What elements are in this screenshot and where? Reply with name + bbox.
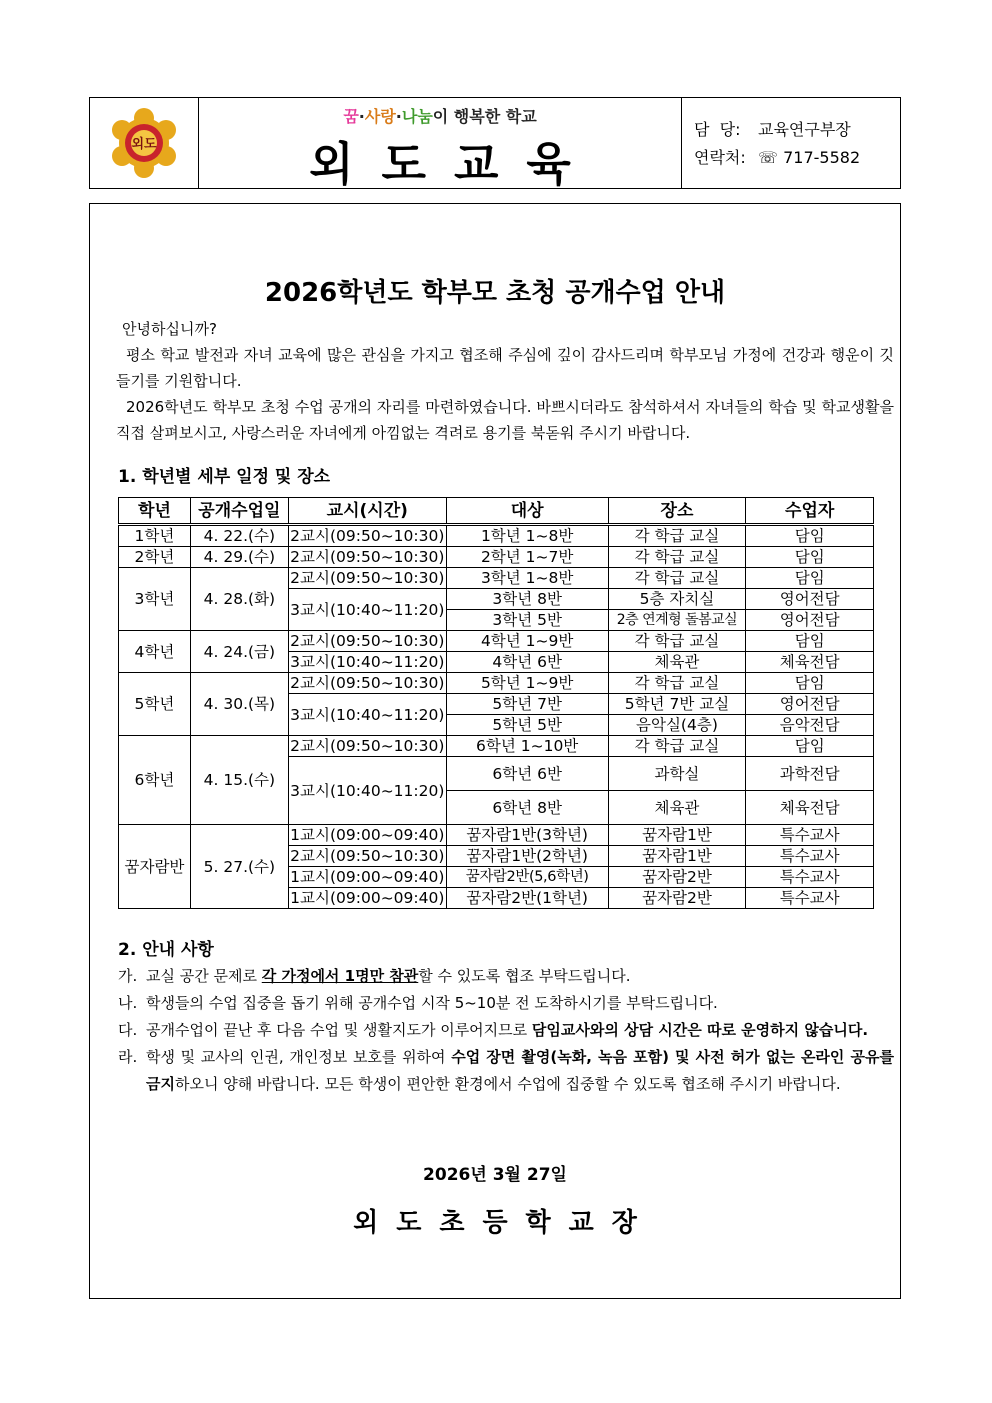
place-cell: 각 학급 교실 bbox=[608, 525, 746, 547]
place-cell: 각 학급 교실 bbox=[608, 736, 746, 757]
place-cell: 각 학급 교실 bbox=[608, 568, 746, 589]
period-cell: 1교시(09:00~09:40) bbox=[290, 826, 445, 844]
grade-cell: 4학년 bbox=[119, 631, 191, 673]
notes-list bbox=[118, 963, 894, 1098]
issue-date: 2026년 3월 27일 bbox=[423, 1165, 567, 1185]
date-cell: 4. 29.(수) bbox=[190, 547, 288, 568]
newsletter-title: 외도교육 bbox=[309, 137, 599, 191]
target-cell: 6학년 6반 bbox=[446, 757, 608, 791]
target-cell: 6학년 1~10반 bbox=[446, 736, 608, 757]
target-cell: 5학년 5반 bbox=[446, 715, 608, 736]
target-cell: 5학년 1~9반 bbox=[446, 673, 608, 694]
note-item: 가. 교실 공간 문제로 각 가정에서 1명만 참관할 수 있도록 협조 부탁드립니다. bbox=[118, 967, 631, 985]
date-cell: 4. 30.(목) bbox=[190, 673, 288, 736]
teacher-cell: 담임 bbox=[746, 525, 874, 547]
note-item: 라. 학생 및 교사의 인권, 개인정보 보호를 위하여 수업 장면 촬영(녹화, 녹음 포함) 및 사전 허가 없는 온라인 공유를 금지하오니 양해 바랍니다. 모든 학생이 편안한 환경에서 수업에 집중할 수 있도록 협조해 주시기 바랍니다. bbox=[118, 1048, 894, 1093]
teacher-cell: 특수교사 bbox=[746, 888, 874, 909]
emphasis-text: 각 가정에서 1명만 참관 bbox=[261, 967, 419, 985]
table-header-row bbox=[119, 498, 874, 525]
place-cell: 꿈자람2반 bbox=[608, 888, 746, 909]
col-header-date: 공개수업일 bbox=[190, 498, 288, 525]
table-row bbox=[119, 568, 874, 589]
place-cell: 각 학급 교실 bbox=[608, 547, 746, 568]
intro-paragraph-1: 평소 학교 발전과 자녀 교육에 많은 관심을 가지고 협조해 주심에 깊이 감사드리며 학부모님 가정에 건강과 행운이 깃들기를 기원합니다. bbox=[116, 346, 894, 390]
teacher-cell: 담임 bbox=[746, 736, 874, 757]
target-cell: 꿈자람2반(5,6학년) bbox=[446, 867, 608, 888]
teacher-cell: 담임 bbox=[746, 568, 874, 589]
target-cell: 1학년 1~8반 bbox=[446, 525, 608, 547]
table-row bbox=[119, 673, 874, 694]
place-cell: 5층 자치실 bbox=[608, 589, 746, 610]
col-header-period: 교시(시간) bbox=[288, 498, 446, 525]
target-cell: 꿈자람1반(3학년) bbox=[446, 825, 608, 846]
newsletter-header bbox=[89, 97, 901, 189]
place-cell: 2층 연계형 돌봄교실 bbox=[608, 610, 746, 631]
col-header-place: 장소 bbox=[608, 498, 746, 525]
table-row bbox=[119, 547, 874, 568]
teacher-cell: 담임 bbox=[746, 547, 874, 568]
grade-cell: 3학년 bbox=[119, 568, 191, 631]
date-cell: 4. 24.(금) bbox=[190, 631, 288, 673]
grade-cell: 2학년 bbox=[119, 547, 191, 568]
target-cell: 5학년 7반 bbox=[446, 694, 608, 715]
date-cell: 5. 27.(수) bbox=[190, 825, 288, 909]
teacher-cell: 음악전담 bbox=[746, 715, 874, 736]
teacher-cell: 영어전담 bbox=[746, 589, 874, 610]
target-cell: 6학년 8반 bbox=[446, 791, 608, 825]
target-cell: 3학년 1~8반 bbox=[446, 568, 608, 589]
period-cell: 1교시(09:00~09:40) bbox=[290, 868, 445, 886]
period-cell: 3교시(10:40~11:20) bbox=[288, 589, 446, 631]
note-item: 다. 공개수업이 끝난 후 다음 수업 및 생활지도가 이루어지므로 담임교사와의 상담 시간은 따로 운영하지 않습니다. bbox=[118, 1021, 869, 1039]
table-row bbox=[119, 631, 874, 652]
teacher-cell: 과학전담 bbox=[746, 757, 874, 791]
section-notes-heading: 2. 안내 사항 bbox=[118, 940, 214, 960]
place-cell: 각 학급 교실 bbox=[608, 673, 746, 694]
contact-phone-row: 연락처: ☏ 717-5582 bbox=[694, 148, 861, 167]
contact-info bbox=[682, 98, 900, 188]
teacher-cell: 체육전담 bbox=[746, 791, 874, 825]
table-row bbox=[119, 525, 874, 547]
place-cell: 꿈자람1반 bbox=[608, 846, 746, 867]
col-header-grade: 학년 bbox=[119, 498, 191, 525]
period-cell: 3교시(10:40~11:20) bbox=[290, 653, 445, 671]
col-header-target: 대상 bbox=[446, 498, 608, 525]
target-cell: 2학년 1~7반 bbox=[446, 547, 608, 568]
principal-signature: 외도초등학교장 bbox=[353, 1208, 655, 1238]
place-cell: 꿈자람1반 bbox=[608, 825, 746, 846]
target-cell: 3학년 5반 bbox=[446, 610, 608, 631]
grade-cell: 꿈자람반 bbox=[119, 825, 191, 909]
place-cell: 음악실(4층) bbox=[608, 715, 746, 736]
section-schedule-heading: 1. 학년별 세부 일정 및 장소 bbox=[118, 467, 331, 487]
teacher-cell: 영어전담 bbox=[746, 610, 874, 631]
place-cell: 각 학급 교실 bbox=[608, 631, 746, 652]
target-cell: 꿈자람2반(1학년) bbox=[446, 888, 608, 909]
period-cell: 2교시(09:50~10:30) bbox=[290, 569, 445, 587]
date-cell: 4. 28.(화) bbox=[190, 568, 288, 631]
teacher-cell: 영어전담 bbox=[746, 694, 874, 715]
place-cell: 체육관 bbox=[608, 791, 746, 825]
grade-cell: 6학년 bbox=[119, 736, 191, 825]
emphasis-text: 담임교사와의 상담 시간은 따로 운영하지 않습니다. bbox=[531, 1021, 869, 1039]
date-cell: 4. 15.(수) bbox=[190, 736, 288, 825]
period-cell: 2교시(09:50~10:30) bbox=[290, 737, 445, 755]
schedule-table bbox=[118, 497, 874, 909]
emphasis-text: 수업 장면 촬영(녹화, 녹음 포함) 및 사전 허가 없는 온라인 공유를 금지 bbox=[146, 1048, 894, 1093]
note-item: 나. 학생들의 수업 집중을 돕기 위해 공개수업 시작 5~10분 전 도착하시기를 부탁드립니다. bbox=[118, 994, 718, 1012]
teacher-cell: 담임 bbox=[746, 631, 874, 652]
notice-title: 2026학년도 학부모 초청 공개수업 안내 bbox=[264, 278, 726, 308]
period-cell: 2교시(09:50~10:30) bbox=[290, 548, 445, 566]
school-slogan: 꿈·사랑·나눔이 행복한 학교 bbox=[343, 107, 537, 126]
grade-cell: 1학년 bbox=[119, 525, 191, 547]
target-cell: 3학년 8반 bbox=[446, 589, 608, 610]
col-header-teacher: 수업자 bbox=[746, 498, 874, 525]
intro-paragraph-2: 2026학년도 학부모 초청 수업 공개의 자리를 마련하였습니다. 바쁘시더라도 참석하셔서 자녀들의 학습 및 학교생활을 직접 살펴보시고, 사랑스러운 자녀에게 아낌없는 격려로 용기를 북돋워 주시기 바랍니다. bbox=[116, 398, 894, 442]
period-cell: 2교시(09:50~10:30) bbox=[290, 847, 445, 865]
contact-person-row: 담 당: 교육연구부장 bbox=[694, 120, 851, 139]
target-cell: 꿈자람1반(2학년) bbox=[446, 846, 608, 867]
table-row bbox=[119, 736, 874, 757]
period-cell: 2교시(09:50~10:30) bbox=[288, 525, 446, 547]
teacher-cell: 담임 bbox=[746, 673, 874, 694]
teacher-cell: 특수교사 bbox=[746, 846, 874, 867]
place-cell: 과학실 bbox=[608, 757, 746, 791]
header-center bbox=[199, 98, 682, 191]
greeting: 안녕하십니까? bbox=[122, 320, 217, 338]
period-cell: 2교시(09:50~10:30) bbox=[290, 632, 445, 650]
target-cell: 4학년 6반 bbox=[446, 652, 608, 673]
place-cell: 5학년 7반 교실 bbox=[608, 694, 746, 715]
school-emblem bbox=[90, 98, 199, 188]
notice-body bbox=[89, 203, 901, 1299]
school-emblem-icon bbox=[109, 108, 179, 178]
period-cell: 1교시(09:00~09:40) bbox=[290, 889, 445, 907]
teacher-cell: 특수교사 bbox=[746, 867, 874, 888]
teacher-cell: 체육전담 bbox=[746, 652, 874, 673]
grade-cell: 5학년 bbox=[119, 673, 191, 736]
emblem-text: 외도 bbox=[131, 137, 157, 152]
table-row bbox=[119, 825, 874, 846]
period-cell: 3교시(10:40~11:20) bbox=[288, 694, 446, 736]
date-cell: 4. 22.(수) bbox=[190, 525, 288, 547]
target-cell: 4학년 1~9반 bbox=[446, 631, 608, 652]
period-cell: 2교시(09:50~10:30) bbox=[290, 674, 445, 692]
period-cell: 3교시(10:40~11:20) bbox=[288, 757, 446, 825]
place-cell: 꿈자람2반 bbox=[608, 867, 746, 888]
place-cell: 체육관 bbox=[608, 652, 746, 673]
teacher-cell: 특수교사 bbox=[746, 825, 874, 846]
